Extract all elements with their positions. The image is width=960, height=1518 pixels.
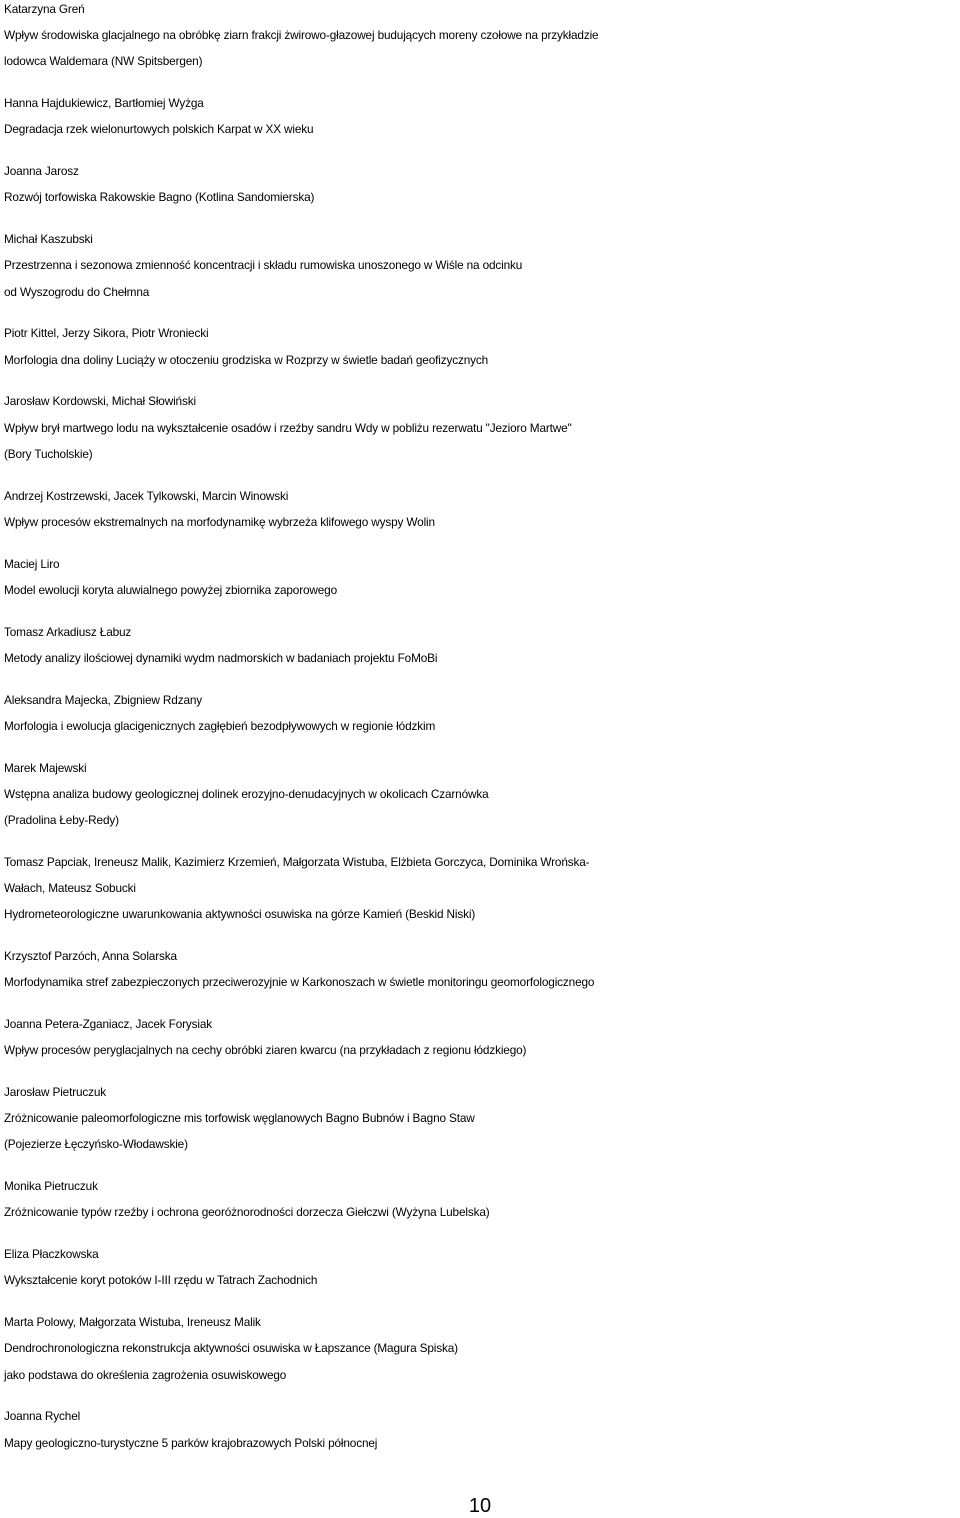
entry-authors: Tomasz Arkadiusz Łabuz (4, 624, 132, 639)
entry-authors: Andrzej Kostrzewski, Jacek Tylkowski, Marcin Winowski (4, 488, 289, 503)
entry-authors: Joanna Rychel (4, 1409, 81, 1424)
entry-authors: Tomasz Papciak, Ireneusz Malik, Kazimierz Krzemień, Małgorzata Wistuba, Elżbieta Gorczyca, Dominika Wrońska- (4, 854, 590, 869)
entry-title-line: Morfodynamika stref zabezpieczonych przeciwerozyjnie w Karkonoszach w świetle monitoringu geomorfologicznego (4, 975, 595, 990)
entry-authors: Krzysztof Parzóch, Anna Solarska (4, 949, 177, 964)
entry-title-line: Mapy geologiczno-turystyczne 5 parków krajobrazowych Polski północnej (4, 1435, 378, 1450)
list-item (4, 1079, 956, 1158)
entry-authors: Michał Kaszubski (4, 232, 93, 247)
entry-title-line: Wstępna analiza budowy geologicznej dolinek erozyjno-denudacyjnych w okolicach Czarnówka (4, 786, 489, 801)
entry-title-line: (Pojezierze Łęczyńsko-Włodawskie) (4, 1137, 188, 1152)
entry-authors: Eliza Płaczkowska (4, 1247, 99, 1262)
entry-authors: Katarzyna Greń (4, 2, 85, 16)
entry-title-line: lodowca Waldemara (NW Spitsbergen) (4, 54, 203, 69)
entry-title-line: Wpływ brył martwego lodu na wykształcenie osadów i rzeźby sandru Wdy w pobliżu rezerwatu "Jezioro Martwe" (4, 420, 572, 435)
list-item (4, 551, 956, 603)
entry-title-line: Metody analizy ilościowej dynamiki wydm nadmorskich w badaniach projektu FoMoBi (4, 650, 438, 665)
list-item (4, 943, 956, 995)
entry-title-line: Morfologia i ewolucja glacigenicznych zagłębień bezodpływowych w regionie łódzkim (4, 718, 436, 733)
list-item (4, 226, 956, 305)
list-item (4, 158, 956, 210)
entry-title-line: Wykształcenie koryt potoków I-III rzędu w Tatrach Zachodnich (4, 1273, 318, 1288)
entry-title-line: (Pradolina Łeby-Redy) (4, 813, 119, 828)
page-number: 10 (468, 1495, 492, 1517)
entry-authors: Aleksandra Majecka, Zbigniew Rdzany (4, 692, 203, 707)
entry-title-line: Zróżnicowanie typów rzeźby i ochrona georóżnorodności dorzecza Giełczwi (Wyżyna Lubelska) (4, 1205, 490, 1220)
list-item (4, 755, 956, 834)
list-item (4, 388, 956, 467)
document-page (4, 0, 956, 1471)
entry-title-line: Model ewolucji koryta aluwialnego powyżej zbiornika zaporowego (4, 582, 337, 597)
list-item (4, 90, 956, 142)
entry-title-line: Dendrochronologiczna rekonstrukcja aktywności osuwiska w Łapszance (Magura Spiska) (4, 1341, 458, 1356)
entry-authors: Joanna Jarosz (4, 164, 79, 179)
entry-title-line: jako podstawa do określenia zagrożenia osuwiskowego (4, 1367, 287, 1382)
list-item (4, 687, 956, 739)
entry-authors: Monika Pietruczuk (4, 1179, 98, 1194)
entry-title-line: (Bory Tucholskie) (4, 446, 93, 461)
list-item (4, 320, 956, 372)
entry-authors: Maciej Liro (4, 556, 60, 571)
entry-title-line: Morfologia dna doliny Luciąży w otoczeniu grodziska w Rozprzy w świetle badań geofizycznych (4, 352, 489, 367)
entry-title-line: Wpływ procesów ekstremalnych na morfodynamikę wybrzeża klifowego wyspy Wolin (4, 514, 435, 529)
entry-authors: Jarosław Pietruczuk (4, 1085, 107, 1100)
entry-title-line: od Wyszogrodu do Chełmna (4, 284, 150, 299)
entry-authors: Marek Majewski (4, 760, 87, 775)
list-item (4, 483, 956, 535)
list-item (4, 619, 956, 671)
list-item (4, 1309, 956, 1388)
entry-authors: Hanna Hajdukiewicz, Bartłomiej Wyżga (4, 96, 204, 111)
list-item (4, 849, 956, 928)
list-item (4, 1011, 956, 1063)
entry-authors: Joanna Petera-Zganiacz, Jacek Forysiak (4, 1017, 213, 1032)
entry-title-line: Hydrometeorologiczne uwarunkowania aktywności osuwiska na górze Kamień (Beskid Niski) (4, 907, 476, 922)
entry-title-line: Przestrzenna i sezonowa zmienność koncentracji i składu rumowiska unoszonego w Wiśle na odcinku (4, 258, 523, 273)
list-item (4, 0, 956, 75)
entries-list (4, 0, 956, 1456)
entry-title-line: Degradacja rzek wielonurtowych polskich Karpat w XX wieku (4, 122, 314, 137)
list-item (4, 1173, 956, 1225)
entry-authors: Piotr Kittel, Jerzy Sikora, Piotr Wroniecki (4, 326, 209, 341)
entry-title-line: Rozwój torfowiska Rakowskie Bagno (Kotlina Sandomierska) (4, 190, 315, 205)
entry-authors-continued: Wałach, Mateusz Sobucki (4, 881, 136, 896)
entry-title-line: Zróżnicowanie paleomorfologiczne mis torfowisk węglanowych Bagno Bubnów i Bagno Staw (4, 1111, 475, 1126)
entry-title-line: Wpływ procesów peryglacjalnych na cechy obróbki ziaren kwarcu (na przykładach z regionu łódzkiego) (4, 1043, 527, 1058)
entry-authors: Jarosław Kordowski, Michał Słowiński (4, 394, 196, 409)
list-item (4, 1403, 956, 1455)
list-item (4, 1241, 956, 1293)
entry-title-line: Wpływ środowiska glacjalnego na obróbkę ziarn frakcji żwirowo-głazowej budujących moreny czołowe na przykładzie (4, 28, 599, 43)
entry-authors: Marta Polowy, Małgorzata Wistuba, Ireneusz Malik (4, 1315, 261, 1330)
